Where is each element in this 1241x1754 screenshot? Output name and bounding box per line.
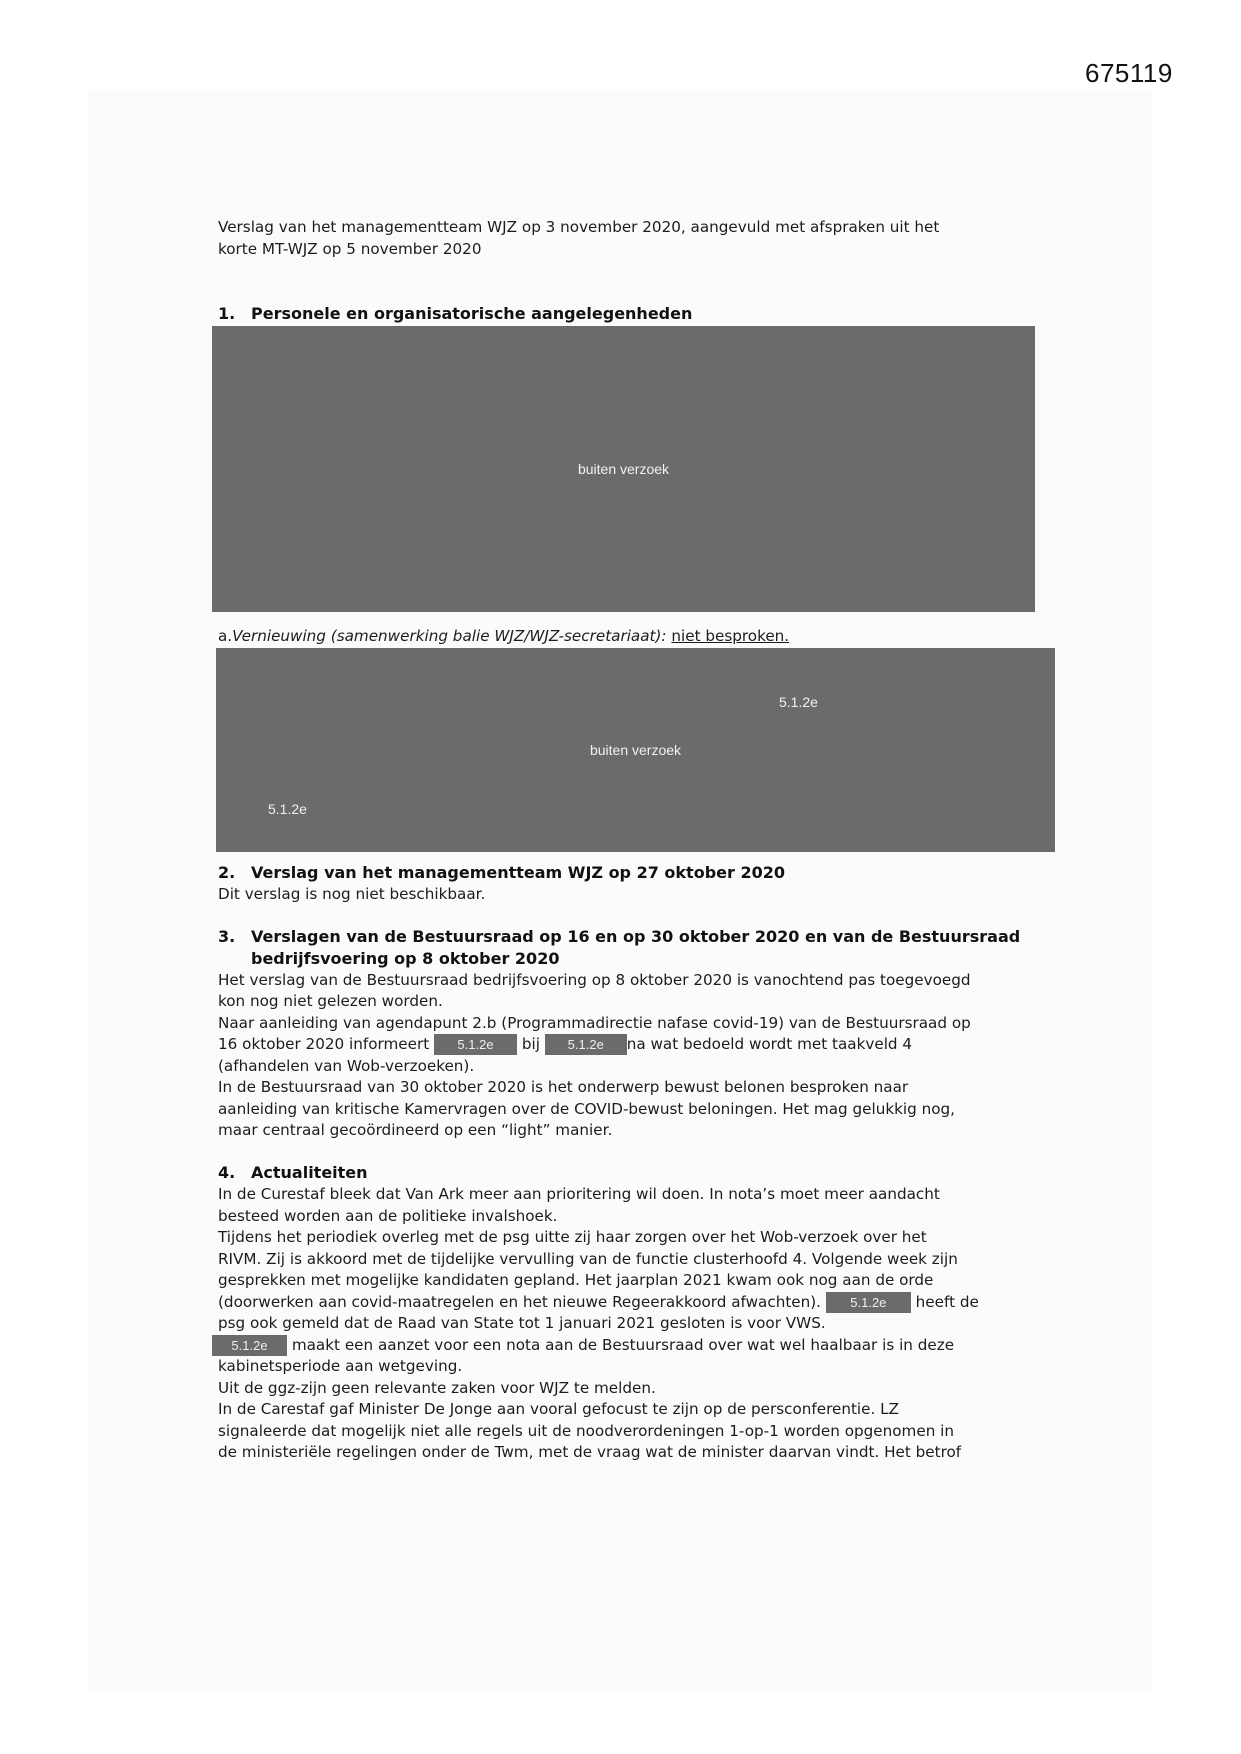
section-4-line: In de Curestaf bleek dat Van Ark meer aan prioritering wil doen. In nota’s moet meer aandacht (218, 1185, 940, 1203)
item-a-prefix: a. (218, 627, 233, 645)
section-3-line: aanleiding van kritische Kamervragen over de COVID-bewust beloningen. Het mag gelukkig nog, (218, 1100, 955, 1118)
redaction-code: 5.1.2e (268, 801, 307, 817)
item-a-rest: niet besproken. (671, 627, 790, 645)
redaction-block-2 (216, 648, 1055, 852)
section-4-line: gesprekken met mogelijke kandidaten gepland. Het jaarplan 2021 kwam ook nog aan de orde (218, 1271, 934, 1289)
redaction-label: buiten verzoek (589, 742, 682, 758)
redaction-block-1 (212, 326, 1035, 612)
text-fragment: bij (521, 1035, 540, 1053)
intro-line-2: korte MT-WJZ op 5 november 2020 (218, 240, 482, 258)
section-3-line: maar centraal gecoördineerd op een “light” manier. (218, 1121, 613, 1139)
section-1-heading (218, 303, 692, 325)
section-4-line: Uit de ggz-zijn geen relevante zaken voor WJZ te melden. (218, 1379, 656, 1397)
section-3-title: Verslagen van de Bestuursraad op 16 en op 30 oktober 2020 en van de Bestuursraad (251, 927, 1021, 946)
intro-line-1: Verslag van het managementteam WJZ op 3 november 2020, aangevuld met afspraken uit het (218, 218, 940, 236)
section-3-title-cont: bedrijfsvoering op 8 oktober 2020 (251, 949, 560, 968)
section-1-number: 1. (218, 304, 236, 323)
section-2-line: Dit verslag is nog niet beschikbaar. (218, 885, 486, 903)
section-4-line: RIVM. Zij is akkoord met de tijdelijke vervulling van de functie clusterhoofd 4. Volgende week zijn (218, 1250, 958, 1268)
section-2-number: 2. (218, 863, 236, 882)
redaction-code: 5.1.2e (779, 694, 818, 710)
section-3-number: 3. (218, 927, 236, 946)
section-4-line-redacted (212, 1335, 954, 1357)
section-3-line-redacted (218, 1034, 912, 1056)
section-4-line: In de Carestaf gaf Minister De Jonge aan vooral gefocust te zijn op de persconferentie. LZ (218, 1400, 900, 1418)
inline-redaction: 5.1.2e (434, 1034, 517, 1055)
section-4-line: Tijdens het periodiek overleg met de psg uitte zij haar zorgen over het Wob-verzoek over het (218, 1228, 927, 1246)
section-4-line: kabinetsperiode aan wetgeving. (218, 1357, 463, 1375)
section-1-title: Personele en organisatorische aangelegenheden (251, 304, 693, 323)
section-4-line: besteed worden aan de politieke invalshoek. (218, 1207, 558, 1225)
redaction-label: buiten verzoek (577, 461, 670, 477)
section-3-heading (218, 926, 1020, 948)
item-a-italic: Vernieuwing (samenwerking balie WJZ/WJZ-secretariaat): (232, 627, 667, 645)
section-1-item-a (218, 626, 789, 648)
text-fragment: heeft de (915, 1293, 979, 1311)
section-2-heading (218, 862, 785, 884)
section-4-title: Actualiteiten (251, 1163, 368, 1182)
text-fragment: maakt een aanzet voor een nota aan de Bestuursraad over wat wel haalbaar is in deze (291, 1336, 955, 1354)
text-fragment: 16 oktober 2020 informeert (218, 1035, 430, 1053)
section-4-line: psg ook gemeld dat de Raad van State tot 1 januari 2021 gesloten is voor VWS. (218, 1314, 826, 1332)
section-4-line: de ministeriële regelingen onder de Twm, met de vraag wat de minister daarvan vindt. Het betrof (218, 1443, 962, 1461)
section-3-line: kon nog niet gelezen worden. (218, 992, 443, 1010)
section-3-line: Naar aanleiding van agendapunt 2.b (Programmadirectie nafase covid-19) van de Bestuursraad op (218, 1014, 971, 1032)
section-3-line: In de Bestuursraad van 30 oktober 2020 is het onderwerp bewust belonen besproken naar (218, 1078, 909, 1096)
inline-redaction: 5.1.2e (212, 1335, 287, 1356)
section-4-number: 4. (218, 1163, 236, 1182)
section-4-line: signaleerde dat mogelijk niet alle regels uit de noodverordeningen 1-op-1 worden opgenomen in (218, 1422, 954, 1440)
inline-redaction: 5.1.2e (826, 1292, 911, 1313)
section-3-line: (afhandelen van Wob-verzoeken). (218, 1057, 475, 1075)
section-4-line-redacted (218, 1292, 979, 1314)
document-number: 675119 (1085, 58, 1173, 88)
text-fragment: (doorwerken aan covid-maatregelen en het nieuwe Regeerakkoord afwachten). (218, 1293, 822, 1311)
section-2-title: Verslag van het managementteam WJZ op 27 oktober 2020 (251, 863, 785, 882)
text-fragment: na wat bedoeld wordt met taakveld 4 (626, 1035, 913, 1053)
section-4-heading (218, 1162, 368, 1184)
inline-redaction: 5.1.2e (545, 1034, 627, 1055)
section-3-line: Het verslag van de Bestuursraad bedrijfsvoering op 8 oktober 2020 is vanochtend pas toegevoegd (218, 971, 971, 989)
